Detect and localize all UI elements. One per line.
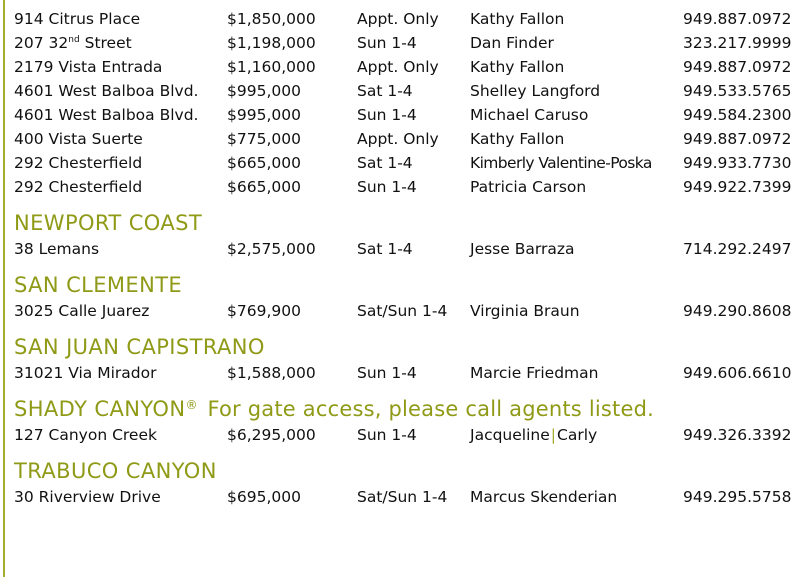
listing-time: Appt. Only — [357, 10, 439, 28]
listing-row — [14, 299, 800, 323]
listing-agent: Kimberly Valentine-Poska — [470, 154, 652, 172]
top-listings-group — [14, 7, 800, 199]
listing-agent — [470, 423, 683, 447]
listing-phone: 949.290.8608 — [683, 302, 792, 320]
listing-price: $665,000 — [227, 178, 301, 196]
listing-row — [14, 31, 800, 55]
section-shady-canyon — [14, 396, 800, 447]
listing-time: Sun 1-4 — [357, 364, 417, 382]
listing-phone: 949.533.5765 — [683, 82, 792, 100]
listing-row — [14, 175, 800, 199]
listing-address: 127 Canyon Creek — [14, 426, 157, 444]
listing-price: $6,295,000 — [227, 426, 316, 444]
listing-phone: 949.584.2300 — [683, 106, 792, 124]
listing-price: $1,588,000 — [227, 364, 316, 382]
listing-address: 3025 Calle Juarez — [14, 302, 150, 320]
listing-phone: 323.217.9999 — [683, 34, 792, 52]
listing-time: Sat 1-4 — [357, 240, 413, 258]
registered-mark: ® — [185, 398, 198, 412]
listing-phone: 949.326.3392 — [683, 426, 792, 444]
section-divider-rule — [3, 0, 5, 577]
listing-time: Sun 1-4 — [357, 106, 417, 124]
listing-address: 2179 Vista Entrada — [14, 58, 163, 76]
listing-agent: Jesse Barraza — [470, 240, 575, 258]
listing-agent: Patricia Carson — [470, 178, 587, 196]
section-title: SHADY CANYON — [14, 397, 186, 421]
section-san-clemente — [14, 272, 800, 323]
listing-agent: Dan Finder — [470, 34, 554, 52]
agent-name: Carly — [557, 426, 598, 444]
listing-address: 400 Vista Suerte — [14, 130, 143, 148]
listing-phone: 949.887.0972 — [683, 10, 792, 28]
listing-phone: 949.887.0972 — [683, 58, 792, 76]
listing-agent: Kathy Fallon — [470, 58, 565, 76]
section-title-line — [14, 396, 800, 423]
listing-agent: Marcus Skenderian — [470, 488, 618, 506]
listing-row — [14, 103, 800, 127]
section-title: NEWPORT COAST — [14, 211, 203, 235]
listing-time: Appt. Only — [357, 130, 439, 148]
listing-agent: Kathy Fallon — [470, 130, 565, 148]
listing-row — [14, 55, 800, 79]
section-newport-coast — [14, 210, 800, 261]
listing-price: $1,160,000 — [227, 58, 316, 76]
listing-agent: Michael Caruso — [470, 106, 589, 124]
address-ordinal-suffix: nd — [68, 35, 80, 45]
listing-price: $1,198,000 — [227, 34, 316, 52]
listing-price: $2,575,000 — [227, 240, 316, 258]
listing-row — [14, 7, 800, 31]
listing-phone: 949.933.7730 — [683, 154, 792, 172]
section-san-juan-capistrano — [14, 334, 800, 385]
listing-address: 4601 West Balboa Blvd. — [14, 82, 199, 100]
section-title: SAN JUAN CAPISTRANO — [14, 335, 265, 359]
listing-agent: Shelley Langford — [470, 82, 601, 100]
listing-time: Sat/Sun 1-4 — [357, 302, 448, 320]
listing-address: 30 Riverview Drive — [14, 488, 161, 506]
listing-address: 914 Citrus Place — [14, 10, 141, 28]
listing-address — [14, 31, 227, 55]
listing-phone: 714.292.2497 — [683, 240, 792, 258]
agent-name: Jacqueline — [470, 426, 550, 444]
listing-time: Sat 1-4 — [357, 154, 413, 172]
agent-separator: | — [550, 426, 556, 444]
address-suffix: Street — [79, 34, 132, 52]
listing-row — [14, 79, 800, 103]
listing-time: Sat 1-4 — [357, 82, 413, 100]
listing-address: 4601 West Balboa Blvd. — [14, 106, 199, 124]
listing-time: Sat/Sun 1-4 — [357, 488, 448, 506]
listing-row — [14, 237, 800, 261]
listing-phone: 949.922.7399 — [683, 178, 792, 196]
section-title: SAN CLEMENTE — [14, 273, 183, 297]
section-trabuco-canyon — [14, 458, 800, 509]
address-prefix: 207 32 — [14, 34, 69, 52]
listing-price: $1,850,000 — [227, 10, 316, 28]
listing-agent: Marcie Friedman — [470, 364, 599, 382]
listing-price: $995,000 — [227, 106, 301, 124]
section-title: TRABUCO CANYON — [14, 459, 217, 483]
listing-time: Sun 1-4 — [357, 178, 417, 196]
listing-price: $665,000 — [227, 154, 301, 172]
gate-access-note: For gate access, please call agents listed. — [207, 397, 654, 421]
listings-content — [14, 7, 800, 509]
listing-time: Sun 1-4 — [357, 34, 417, 52]
listing-phone: 949.887.0972 — [683, 130, 792, 148]
listing-row — [14, 151, 800, 175]
listing-address: 292 Chesterfield — [14, 154, 143, 172]
listing-agent: Virginia Braun — [470, 302, 580, 320]
listing-price: $995,000 — [227, 82, 301, 100]
listing-price: $775,000 — [227, 130, 301, 148]
listing-address: 38 Lemans — [14, 240, 100, 258]
listing-address: 292 Chesterfield — [14, 178, 143, 196]
listing-phone: 949.606.6610 — [683, 364, 792, 382]
listing-price: $769,900 — [227, 302, 301, 320]
listing-price: $695,000 — [227, 488, 301, 506]
listing-row — [14, 361, 800, 385]
listing-row — [14, 485, 800, 509]
listing-address: 31021 Via Mirador — [14, 364, 157, 382]
listing-time: Appt. Only — [357, 58, 439, 76]
listing-time: Sun 1-4 — [357, 426, 417, 444]
listing-row — [14, 127, 800, 151]
listing-agent: Kathy Fallon — [470, 10, 565, 28]
listing-row — [14, 423, 800, 447]
listing-phone: 949.295.5758 — [683, 488, 792, 506]
